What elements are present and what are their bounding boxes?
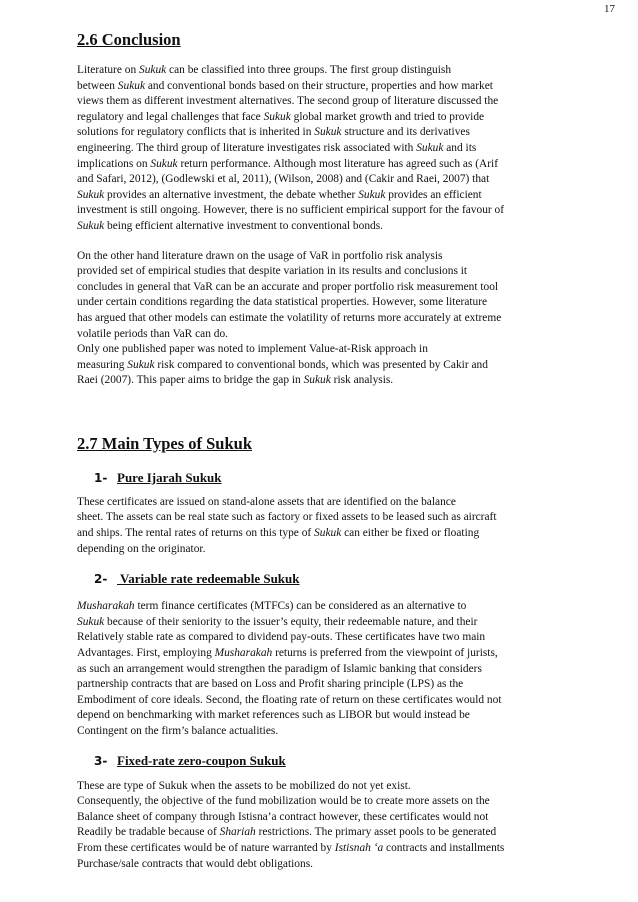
text-line: partnership contracts that are based on Loss and Profit sharing principle (LPS) as the [77, 678, 464, 691]
text-line: between Sukuk and conventional bonds based on their structure, properties and how market [77, 79, 493, 92]
section-heading-conclusion: 2.6 Conclusion [77, 30, 181, 49]
subsection-heading-1 [94, 469, 552, 487]
text-line: Raei (2007). This paper aims to bridge the gap in Sukuk risk analysis. [77, 374, 394, 387]
text-line: engineering. The third group of literature investigates risk associated with Sukuk and its [77, 141, 477, 154]
subsection-paragraph-2 [77, 599, 552, 739]
text-line: Sukuk because of their seniority to the issuer’s equity, their redeemable nature, and their [77, 615, 478, 628]
text-line: as such an arrangement would strengthen the paradigm of Islamic banking that considers [77, 662, 482, 675]
text-line: Embodiment of core ideals. Second, the floating rate of return on these certificates would not [77, 693, 502, 706]
text-line: These are type of Sukuk when the assets to be mobilized do not yet exist. [77, 779, 411, 792]
text-line: Readily be tradable because of Shariah restrictions. The primary asset pools to be generated [77, 826, 497, 839]
subsection-title: Fixed-rate zero-coupon Sukuk [117, 752, 286, 768]
text-line: Advantages. First, employing Musharakah returns is preferred from the viewpoint of jurists, [77, 647, 498, 660]
subsection-paragraph-1 [77, 495, 552, 557]
subsection-number: 1- [94, 470, 108, 485]
page-content [77, 29, 552, 872]
subsection-heading-3 [94, 752, 552, 770]
text-line: has argued that other models can estimate the volatility of returns more accurately at extreme [77, 311, 502, 324]
text-line: implications on Sukuk return performance. Although most literature has agreed such as (Arif [77, 157, 499, 170]
subsection-title: Variable rate redeemable Sukuk [117, 571, 300, 587]
text-line: Contingent on the firm’s balance actualities. [77, 725, 279, 737]
text-line: These certificates are issued on stand-alone assets that are identified on the balance [77, 495, 456, 508]
text-line: Relatively stable rate as compared to dividend pay-outs. These certificates have two main [77, 631, 486, 644]
text-line: depend on benchmarking with market references such as LIBOR but would instead be [77, 709, 470, 722]
conclusion-paragraph-1 [77, 63, 552, 235]
subsection-heading-2 [94, 570, 552, 588]
text-line: Purchase/sale contracts that would debt obligations. [77, 857, 313, 870]
subsection-number: 2- [94, 572, 108, 587]
subsection-number: 3- [94, 753, 108, 768]
text-line: sheet. The assets can be real state such as factory or fixed assets to be leased such as aircraft [77, 511, 497, 524]
page-number: 17 [604, 3, 615, 15]
text-line: Sukuk provides an alternative investment, the debate whether Sukuk provides an efficient [77, 188, 482, 201]
text-line: solutions for regulatory conflicts that is inherited in Sukuk structure and its derivatives [77, 126, 470, 139]
text-line: views them as different investment alternatives. The second group of literature discussed the [77, 95, 499, 108]
subsection-paragraph-3 [77, 779, 552, 873]
text-line: Balance sheet of company through Istisna’a contract however, these certificates would not [77, 810, 489, 823]
text-line: and Safari, 2012), (Godlewski et al, 2011), (Wilson, 2008) and (Cakir and Raei, 2007) that [77, 173, 490, 186]
text-line: Sukuk being efficient alternative investment to conventional bonds. [77, 219, 383, 232]
section-heading-main-types: 2.7 Main Types of Sukuk [77, 433, 252, 453]
text-line: From these certificates would be of nature warranted by Istisnah ‘a contracts and installments [77, 841, 505, 854]
conclusion-paragraph-2 [77, 249, 552, 389]
subsection-title: Pure Ijarah Sukuk [117, 469, 222, 485]
text-line: volatile periods than VaR can do. [77, 327, 228, 340]
text-line: depending on the originator. [77, 542, 206, 555]
text-line: On the other hand literature drawn on the usage of VaR in portfolio risk analysis [77, 249, 443, 262]
text-line: measuring Sukuk risk compared to conventional bonds, which was presented by Cakir and [77, 358, 488, 371]
text-line: Consequently, the objective of the fund mobilization would be to create more assets on the [77, 795, 490, 808]
text-line: and ships. The rental rates of returns on this type of Sukuk can either be fixed or floating [77, 527, 480, 540]
text-line: investment is still ongoing. However, there is no sufficient empirical support for the favour of [77, 204, 505, 217]
text-line: Musharakah term finance certificates (MTFCs) can be considered as an alternative to [77, 600, 467, 613]
text-line: regulatory and legal challenges that face Sukuk global market growth and tried to provide [77, 110, 485, 123]
text-line: Literature on Sukuk can be classified into three groups. The first group distinguish [77, 64, 452, 76]
text-line: under certain conditions regarding the data statistical properties. However, some literature [77, 296, 488, 309]
text-line: concludes in general that VaR can be an accurate and proper portfolio risk measurement tool [77, 280, 499, 293]
text-line: provided set of empirical studies that despite variation in its results and conclusions it [77, 265, 468, 278]
text-line: Only one published paper was noted to implement Value-at-Risk approach in [77, 343, 428, 356]
